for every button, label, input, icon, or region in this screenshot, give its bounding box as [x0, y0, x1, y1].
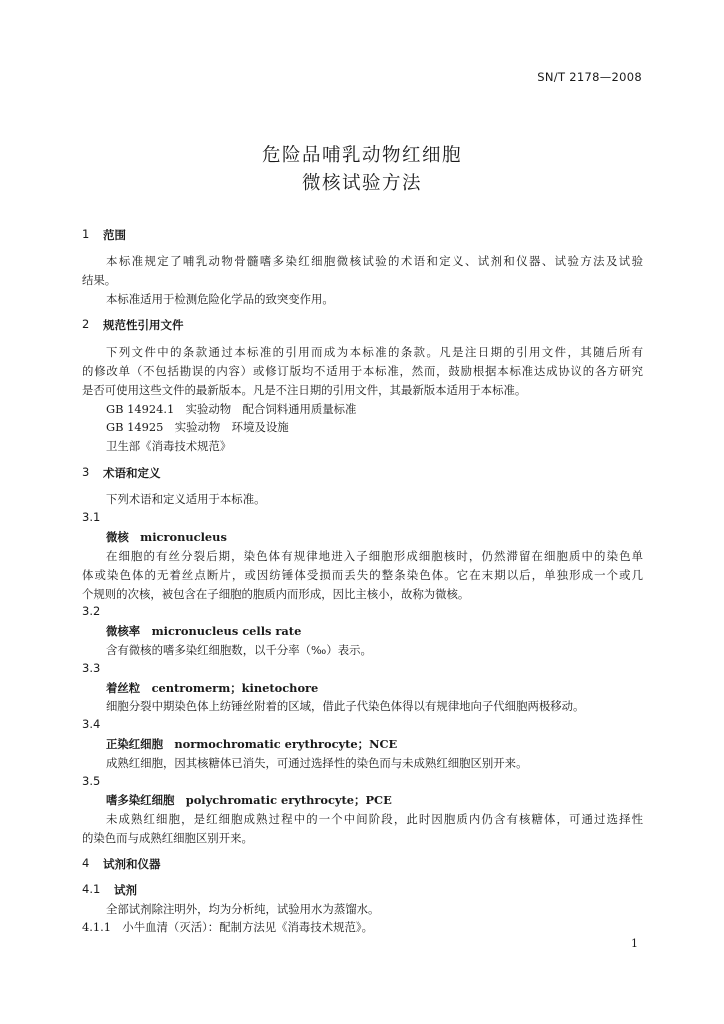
term-3-1-number: 3.1 — [82, 510, 101, 524]
term-3-3-def-line1: 细胞分裂中期染色体上纺锤丝附着的区域，借此子代染色体得以有规律地向子代细胞两极移动。 — [106, 699, 585, 713]
section-2-para-line1: 下列文件中的条款通过本标准的引用而成为本标准的条款。凡是注日期的引用文件，其随后所有 — [106, 345, 643, 359]
section-4-1-1-text: 4.1.1 小牛血清（灭活）：配制方法见《消毒技术规范》。 — [82, 920, 373, 934]
section-1-para1-line1: 本标准规定了哺乳动物骨髓嗜多染红细胞微核试验的术语和定义、试剂和仪器、试验方法及试验 — [106, 254, 643, 268]
section-4-heading: 试剂和仪器 — [103, 857, 161, 871]
term-3-4-title: 正染红细胞 normochromatic erythrocyte；NCE — [106, 737, 398, 751]
term-3-2-number: 3.2 — [82, 604, 101, 618]
section-4-1-number: 4.1 — [82, 882, 101, 896]
section-3-intro: 下列术语和定义适用于本标准。 — [106, 492, 266, 506]
section-1-number: 1 — [82, 227, 90, 241]
term-3-2-title: 微核率 micronucleus cells rate — [106, 624, 302, 638]
section-4-number: 4 — [82, 856, 90, 870]
reference-gb14924: GB 14924.1 实验动物 配合饲料通用质量标准 — [106, 402, 357, 416]
section-1-para2: 本标准适用于检测危险化学品的致突变作用。 — [106, 292, 334, 306]
section-3-heading: 术语和定义 — [103, 466, 161, 480]
section-3-number: 3 — [82, 465, 90, 479]
term-3-5-def-line1: 未成熟红细胞，是红细胞成熟过程中的一个中间阶段，此时因胞质内仍含有核糖体，可通过选择性 — [106, 812, 643, 826]
section-4-1-heading: 试剂 — [114, 883, 137, 897]
section-1-heading: 范围 — [103, 228, 126, 242]
term-3-3-title: 着丝粒 centromerm；kinetochore — [106, 681, 319, 695]
term-3-4-number: 3.4 — [82, 717, 101, 731]
section-1-para1-line2: 结果。 — [82, 273, 117, 287]
section-2-para-line2: 的修改单（不包括勘误的内容）或修订版均不适用于本标准，然而，鼓励根据本标准达成协议的各方研究 — [82, 364, 643, 378]
document-title-line1: 危险品哺乳动物红细胞 — [261, 145, 462, 166]
term-3-2-def-line1: 含有微核的嗜多染红细胞数，以千分率（‰）表示。 — [106, 643, 372, 657]
reference-gb14925: GB 14925 实验动物 环境及设施 — [106, 420, 289, 434]
term-3-5-def-line2: 的染色而与成熟红细胞区别开来。 — [82, 831, 253, 845]
term-3-3-number: 3.3 — [82, 661, 101, 675]
term-3-1-def-line3: 个规则的次核，被包含在子细胞的胞质内而形成，因比主核小，故称为微核。 — [82, 587, 470, 601]
term-3-5-title: 嗜多染红细胞 polychromatic erythrocyte；PCE — [106, 793, 392, 807]
section-2-number: 2 — [82, 317, 90, 331]
page-number: 1 — [631, 937, 638, 950]
standard-code: SN/T 2178—2008 — [537, 70, 642, 84]
section-2-para-line3: 是否可使用这些文件的最新版本。凡是不注日期的引用文件，其最新版本适用于本标准。 — [82, 383, 527, 397]
term-3-5-number: 3.5 — [82, 774, 101, 788]
term-3-1-title: 微核 micronucleus — [106, 530, 227, 544]
section-4-1-text: 全部试剂除注明外，均为分析纯，试验用水为蒸馏水。 — [106, 902, 380, 916]
section-2-heading: 规范性引用文件 — [103, 318, 184, 332]
term-3-1-def-line2: 体或染色体的无着丝点断片，或因纺锤体受损而丢失的整条染色体。它在末期以后，单独形成一个或几 — [82, 568, 643, 582]
reference-disinfection-spec: 卫生部《消毒技术规范》 — [106, 439, 232, 453]
document-title-line2: 微核试验方法 — [301, 173, 422, 194]
term-3-4-def-line1: 成熟红细胞，因其核糖体已消失，可通过选择性的染色而与未成熟红细胞区别开来。 — [106, 756, 528, 770]
term-3-1-def-line1: 在细胞的有丝分裂后期，染色体有规律地进入子细胞形成细胞核时，仍然滞留在细胞质中的染色单 — [106, 549, 643, 563]
